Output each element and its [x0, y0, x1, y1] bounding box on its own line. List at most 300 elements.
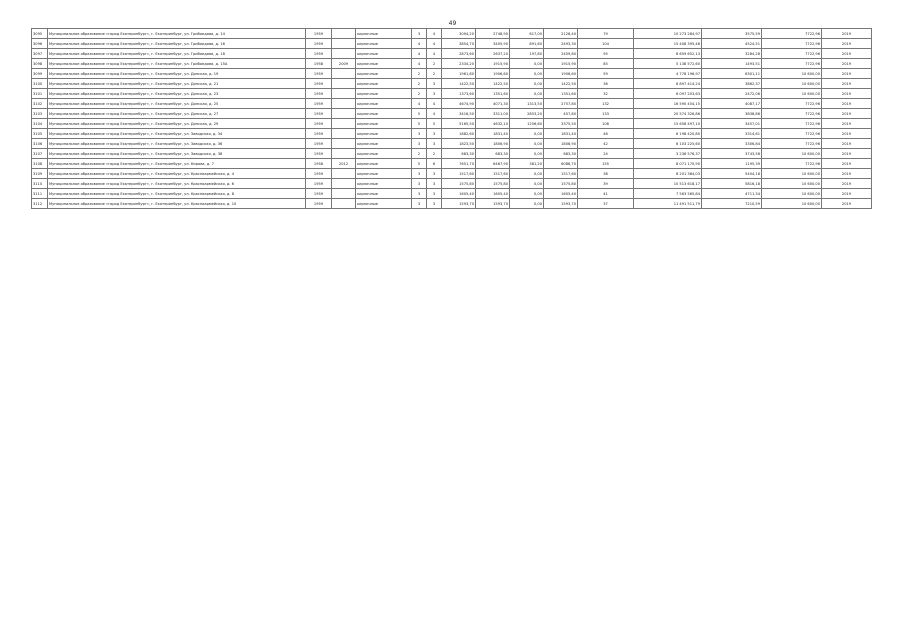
table-cell: Муниципальное образование «город Екатеринбург», г. Екатеринбург, ул. Грибоедова, д. 18 — [48, 49, 306, 59]
table-cell: 7722,96 — [762, 29, 822, 39]
table-cell: 2019 — [822, 119, 872, 129]
table-cell: 3 — [427, 79, 442, 89]
table-cell — [332, 179, 356, 189]
table-cell: 3 — [427, 129, 442, 139]
table-cell: 2 — [412, 149, 427, 159]
table-cell: 0,00 — [510, 199, 544, 209]
table-cell: 1961,80 — [442, 69, 476, 79]
table-cell: 2019 — [822, 79, 872, 89]
table-cell: 15 408 395,46 — [634, 39, 702, 49]
table-cell: 3457,01 — [702, 119, 762, 129]
table-cell: Муниципальное образование «город Екатеринбург», г. Екатеринбург, ул. Донская, д. 23 — [48, 89, 306, 99]
table-cell: 2873,60 — [442, 49, 476, 59]
table-cell: 1958 — [306, 159, 332, 169]
table-cell: 1593,70 — [544, 199, 578, 209]
table-cell: 37 — [578, 199, 634, 209]
table-cell: кирпичные — [356, 99, 412, 109]
table-cell: 5 — [427, 119, 442, 129]
table-cell: 3 — [427, 179, 442, 189]
table-cell: кирпичные — [356, 129, 412, 139]
table-cell: Муниципальное образование «город Екатеринбург», г. Екатеринбург, ул. Красноармейская, д. 8 — [48, 189, 306, 199]
table-row — [32, 179, 872, 189]
table-cell: 2012 — [332, 159, 356, 169]
table-cell: 1959 — [306, 39, 332, 49]
table-cell: 1958 — [306, 59, 332, 69]
table-cell: 3109 — [32, 169, 48, 179]
table-cell: 1517,60 — [544, 169, 578, 179]
table-cell: 1575,80 — [476, 179, 510, 189]
table-cell: 5165,50 — [442, 119, 476, 129]
table-cell: 7210,59 — [702, 199, 762, 209]
table-cell: Муниципальное образование «город Екатеринбург», г. Екатеринбург, ул. Донская, д. 21 — [48, 79, 306, 89]
table-cell: 0,00 — [510, 69, 544, 79]
table-row — [32, 99, 872, 109]
table-cell: 1959 — [306, 139, 332, 149]
table-cell: 617,00 — [510, 29, 544, 39]
table-cell: Муниципальное образование «город Екатеринбург», г. Екатеринбург, ул. Заводская, д. 36 — [48, 139, 306, 149]
table-row — [32, 199, 872, 209]
table-cell: 4 778 196,97 — [634, 69, 702, 79]
table-cell: 3 — [427, 89, 442, 99]
table-cell: 3416,50 — [442, 109, 476, 119]
table-cell: 457,80 — [544, 109, 578, 119]
table-cell: 2853,20 — [510, 109, 544, 119]
table-cell: 1831,40 — [544, 129, 578, 139]
table-cell: 2493,30 — [544, 39, 578, 49]
table-cell: 1351,60 — [476, 89, 510, 99]
table-cell: 4 — [427, 49, 442, 59]
table-cell: 15 658 497,10 — [634, 119, 702, 129]
table-cell: 3 — [427, 189, 442, 199]
table-cell: 10 273 284,97 — [634, 29, 702, 39]
table-cell: 2019 — [822, 169, 872, 179]
table-cell: 3405,90 — [476, 39, 510, 49]
table-cell: 2019 — [822, 59, 872, 69]
table-row — [32, 59, 872, 69]
table-row — [32, 69, 872, 79]
table-cell: 4 — [427, 99, 442, 109]
table-cell: 1605,40 — [442, 189, 476, 199]
table-cell: 7722,96 — [762, 39, 822, 49]
table-cell: Муниципальное образование «город Екатеринбург», г. Екатеринбург, ул. Красноармейская, д. 6 — [48, 179, 306, 189]
table-cell: 2019 — [822, 189, 872, 199]
table-cell: Муниципальное образование «город Екатеринбург», г. Екатеринбург, ул. Красноармейская, д. 4 — [48, 169, 306, 179]
table-cell: 10 600,00 — [762, 199, 822, 209]
table-cell: 3107 — [32, 149, 48, 159]
table-cell — [332, 169, 356, 179]
table-cell: 3314,61 — [702, 129, 762, 139]
table-cell: 8 071 170,90 — [634, 159, 702, 169]
table-cell: 3 — [427, 199, 442, 209]
table-cell: 79 — [578, 29, 634, 39]
table-cell: 1313,50 — [510, 99, 544, 109]
table-cell: 2019 — [822, 69, 872, 79]
table-cell: 5 — [412, 119, 427, 129]
table-cell: 1906,60 — [544, 69, 578, 79]
table-cell: 2 — [427, 59, 442, 69]
table-cell: 3311,00 — [476, 109, 510, 119]
table-cell: кирпичные — [356, 179, 412, 189]
table-cell: Муниципальное образование «город Екатеринбург», г. Екатеринбург, ул. Донская, д. 25 — [48, 99, 306, 109]
table-cell: кирпичные — [356, 69, 412, 79]
table-row — [32, 129, 872, 139]
table-cell — [332, 39, 356, 49]
table-cell — [332, 109, 356, 119]
table-cell: Муниципальное образование «город Екатеринбург», г. Екатеринбург, ул. Грибоедова, д. 16 — [48, 39, 306, 49]
table-cell: 3112 — [32, 199, 48, 209]
table-cell: 0,00 — [510, 149, 544, 159]
table-cell: 1831,40 — [476, 129, 510, 139]
table-cell: кирпичные — [356, 199, 412, 209]
table-cell: 8 201 384,03 — [634, 169, 702, 179]
table-cell: 10 600,00 — [762, 89, 822, 99]
table-cell: кирпичные — [356, 189, 412, 199]
table-cell: 4 — [412, 99, 427, 109]
table-cell: 1959 — [306, 119, 332, 129]
table-cell: 2757,80 — [544, 99, 578, 109]
table-cell: 3103 — [32, 109, 48, 119]
table-cell: 4087,17 — [702, 99, 762, 109]
table-cell: 7722,96 — [762, 159, 822, 169]
table-cell: 1593,70 — [442, 199, 476, 209]
table-cell: 3100 — [32, 79, 48, 89]
table-cell: 2019 — [822, 109, 872, 119]
table-cell: Муниципальное образование «город Екатеринбург», г. Екатеринбург, ул. Донская, д. 29 — [48, 119, 306, 129]
table-cell: 7 563 565,84 — [634, 189, 702, 199]
table-cell: 1959 — [306, 149, 332, 159]
table-cell: 6 097 203,63 — [634, 89, 702, 99]
table-cell: Муниципальное образование «город Екатеринбург», г. Екатеринбург, ул. Кирова, д. 7 — [48, 159, 306, 169]
table-cell: 1373,60 — [442, 89, 476, 99]
table-cell: кирпичные — [356, 89, 412, 99]
table-cell: 1959 — [306, 129, 332, 139]
table-cell: 2 — [412, 89, 427, 99]
table-cell: 10 600,00 — [762, 79, 822, 89]
table-cell: 0,00 — [510, 59, 544, 69]
table-cell: 3111 — [32, 189, 48, 199]
table-cell: 3110 — [32, 179, 48, 189]
table-cell: кирпичные — [356, 159, 412, 169]
table-cell: 2019 — [822, 179, 872, 189]
table-row — [32, 79, 872, 89]
table-cell: Муниципальное образование «город Екатеринбург», г. Екатеринбург, ул. Грибоедова, д. 14 — [48, 29, 306, 39]
table-cell — [332, 189, 356, 199]
table-cell: 2019 — [822, 39, 872, 49]
table-cell: кирпичные — [356, 39, 412, 49]
table-cell: 6 103 225,60 — [634, 139, 702, 149]
table-cell: 6 897 414,24 — [634, 79, 702, 89]
table-cell: 2019 — [822, 29, 872, 39]
table-cell — [332, 139, 356, 149]
table-cell: 4 — [412, 39, 427, 49]
table-cell: 38 — [578, 169, 634, 179]
table-cell: 1959 — [306, 49, 332, 59]
table-cell: 2019 — [822, 199, 872, 209]
table-row — [32, 39, 872, 49]
table-cell: Муниципальное образование «город Екатеринбург», г. Екатеринбург, ул. Донская, д. 27 — [48, 109, 306, 119]
table-cell: кирпичные — [356, 49, 412, 59]
table-cell: 683,30 — [442, 149, 476, 159]
table-cell: 3 — [412, 189, 427, 199]
table-cell: 0,00 — [510, 179, 544, 189]
table-cell: 3854,70 — [442, 39, 476, 49]
table-cell: 4 — [412, 59, 427, 69]
table-cell: 95 — [578, 49, 634, 59]
table-cell: 1351,60 — [544, 89, 578, 99]
table-cell: 3101 — [32, 89, 48, 99]
table-cell: 0,00 — [510, 139, 544, 149]
table-cell: 197,80 — [510, 49, 544, 59]
table-cell: 5404,18 — [702, 169, 762, 179]
table-cell: 3098 — [32, 59, 48, 69]
table-cell: 5 — [412, 159, 427, 169]
table-cell: 10 600,00 — [762, 149, 822, 159]
table-cell: 4071,30 — [476, 99, 510, 109]
table-cell — [332, 49, 356, 59]
table-cell: 3284,28 — [702, 49, 762, 59]
table-cell: 2019 — [822, 129, 872, 139]
table-cell: 3 — [412, 139, 427, 149]
table-cell: 4 — [412, 49, 427, 59]
table-cell: 0,00 — [510, 169, 544, 179]
table-row — [32, 189, 872, 199]
table-cell: 2019 — [822, 89, 872, 99]
table-cell: 3 — [412, 199, 427, 209]
table-cell: 155 — [578, 159, 634, 169]
table-cell: 3575,59 — [702, 29, 762, 39]
table-cell: 1959 — [306, 29, 332, 39]
table-cell: 4711,34 — [702, 189, 762, 199]
table-cell: 20 574 326,86 — [634, 109, 702, 119]
table-cell: 1256,60 — [510, 119, 544, 129]
table-cell: 1575,80 — [544, 179, 578, 189]
table-cell: 3096 — [32, 39, 48, 49]
table-cell: 59 — [578, 69, 634, 79]
table-cell: 381,20 — [510, 159, 544, 169]
table-cell: 2 — [412, 79, 427, 89]
table-cell: 4674,90 — [442, 99, 476, 109]
table-cell: 2459,80 — [544, 49, 578, 59]
table-cell: 8 659 652,13 — [634, 49, 702, 59]
table-cell: 3102 — [32, 99, 48, 109]
table-cell: 1575,80 — [442, 179, 476, 189]
table-cell: 2 — [427, 69, 442, 79]
table-cell: 7722,96 — [762, 59, 822, 69]
table-cell: 3104 — [32, 119, 48, 129]
table-cell: 7722,96 — [762, 139, 822, 149]
table-cell: 3 236 576,37 — [634, 149, 702, 159]
table-cell: 1959 — [306, 169, 332, 179]
table-cell: 1959 — [306, 69, 332, 79]
table-cell: 1959 — [306, 79, 332, 89]
table-cell: 108 — [578, 119, 634, 129]
table-cell: 1959 — [306, 179, 332, 189]
table-cell: 1517,60 — [476, 169, 510, 179]
table-cell: 1605,40 — [476, 189, 510, 199]
table-row — [32, 159, 872, 169]
table-cell: 1959 — [306, 99, 332, 109]
table-row — [32, 119, 872, 129]
table-cell: 3862,37 — [702, 79, 762, 89]
table-cell: 10 600,00 — [762, 179, 822, 189]
table-cell: 683,30 — [476, 149, 510, 159]
table-row — [32, 89, 872, 99]
table-cell: 104 — [578, 39, 634, 49]
table-cell: 2334,20 — [442, 59, 476, 69]
table-cell: 1915,90 — [476, 59, 510, 69]
table-cell: 1823,50 — [442, 139, 476, 149]
table-cell: 3 — [427, 169, 442, 179]
table-cell: 3 — [412, 179, 427, 189]
table-cell: 1517,60 — [442, 169, 476, 179]
table-row — [32, 49, 872, 59]
table-cell: 1605,40 — [544, 189, 578, 199]
table-cell: 2 — [427, 149, 442, 159]
table-cell: Муниципальное образование «город Екатеринбург», г. Екатеринбург, ул. Красноармейская, д. 10 — [48, 199, 306, 209]
table-cell: 3375,50 — [544, 119, 578, 129]
table-cell — [332, 99, 356, 109]
table-cell: 3 — [412, 129, 427, 139]
table-cell: 6 — [427, 159, 442, 169]
table-cell: 132 — [578, 99, 634, 109]
table-cell: 1422,50 — [442, 79, 476, 89]
table-cell: Муниципальное образование «город Екатеринбург», г. Екатеринбург, ул. Заводская, д. 38 — [48, 149, 306, 159]
table-cell — [332, 129, 356, 139]
table-cell — [332, 149, 356, 159]
table-cell: 3306,84 — [702, 139, 762, 149]
table-cell: 0,00 — [510, 89, 544, 99]
table-cell: 2472,06 — [702, 89, 762, 99]
table-cell: 3 — [412, 29, 427, 39]
table-cell: 4 — [427, 39, 442, 49]
table-cell — [332, 69, 356, 79]
table-cell: 5 138 572,60 — [634, 59, 702, 69]
table-cell: 2126,40 — [544, 29, 578, 39]
table-cell: 1806,90 — [544, 139, 578, 149]
table-cell: 3108 — [32, 159, 48, 169]
table-cell: кирпичные — [356, 169, 412, 179]
table-cell: кирпичные — [356, 119, 412, 129]
table-cell: 683,30 — [544, 149, 578, 159]
table-cell: кирпичные — [356, 79, 412, 89]
table-cell: 42 — [578, 139, 634, 149]
table-cell: 10 600,00 — [762, 189, 822, 199]
table-cell: 1493,51 — [702, 59, 762, 69]
table-cell: кирпичные — [356, 109, 412, 119]
table-cell: 2019 — [822, 99, 872, 109]
table-cell: 4 — [427, 29, 442, 39]
table-cell: Муниципальное образование «город Екатеринбург», г. Екатеринбург, ул. Донская, д. 19 — [48, 69, 306, 79]
table-cell: 1915,90 — [544, 59, 578, 69]
table-cell: 1959 — [306, 89, 332, 99]
table-cell: 3099 — [32, 69, 48, 79]
table-cell: Муниципальное образование «город Екатеринбург», г. Екатеринбург, ул. Грибоедова, д. 15А — [48, 59, 306, 69]
table-cell: 1959 — [306, 109, 332, 119]
table-cell: 1906,60 — [476, 69, 510, 79]
table-cell: 1422,50 — [544, 79, 578, 89]
table-cell: 3743,58 — [702, 149, 762, 159]
table-cell — [332, 29, 356, 39]
table-cell: 85 — [578, 59, 634, 69]
table-cell: 1959 — [306, 189, 332, 199]
table-cell: 3094,20 — [442, 29, 476, 39]
table-cell: 4524,51 — [702, 39, 762, 49]
table-cell: 0,00 — [510, 189, 544, 199]
table-cell: 2009 — [332, 59, 356, 69]
table-cell: 133 — [578, 109, 634, 119]
table-cell: 3095 — [32, 29, 48, 39]
table-cell: 3097 — [32, 49, 48, 59]
table-cell: 4632,10 — [476, 119, 510, 129]
table-cell: 6301,11 — [702, 69, 762, 79]
table-cell: кирпичные — [356, 29, 412, 39]
table-cell: 7722,96 — [762, 49, 822, 59]
table-cell: 1593,70 — [476, 199, 510, 209]
table-cell: 2019 — [822, 149, 872, 159]
table-cell: 5 — [412, 109, 427, 119]
table-cell: 3105 — [32, 129, 48, 139]
table-cell: 2 — [412, 69, 427, 79]
table-cell: 7722,96 — [762, 109, 822, 119]
table-row — [32, 29, 872, 39]
table-cell: 3 — [427, 139, 442, 149]
table-cell: 2019 — [822, 159, 872, 169]
table-cell: 5816,18 — [702, 179, 762, 189]
table-cell: 891,60 — [510, 39, 544, 49]
table-cell: 2019 — [822, 49, 872, 59]
table-cell: 32 — [578, 89, 634, 99]
table-cell: 6086,70 — [544, 159, 578, 169]
table-cell — [332, 79, 356, 89]
table-cell: 7651,70 — [442, 159, 476, 169]
table-cell: 10 513 618,17 — [634, 179, 702, 189]
table-cell: 24 — [578, 149, 634, 159]
table-row — [32, 139, 872, 149]
table-cell: 10 600,00 — [762, 169, 822, 179]
housing-register-table — [31, 28, 872, 209]
table-cell: кирпичные — [356, 59, 412, 69]
table-cell: 46 — [578, 129, 634, 139]
table-cell: 3106 — [32, 139, 48, 149]
table-cell: кирпичные — [356, 149, 412, 159]
table-cell: 2019 — [822, 139, 872, 149]
table-cell: 4 — [427, 109, 442, 119]
table-cell: 1882,60 — [442, 129, 476, 139]
table-cell: 1195,39 — [702, 159, 762, 169]
table-cell: 39 — [578, 179, 634, 189]
table-cell: 0,00 — [510, 79, 544, 89]
table-row — [32, 149, 872, 159]
table-row — [32, 109, 872, 119]
table-cell: 3 — [412, 169, 427, 179]
table-cell: 16 590 454,15 — [634, 99, 702, 109]
table-cell: 6467,90 — [476, 159, 510, 169]
table-cell: 11 491 511,79 — [634, 199, 702, 209]
table-cell: 6 198 420,80 — [634, 129, 702, 139]
table-cell: 10 600,00 — [762, 69, 822, 79]
table-cell: 1959 — [306, 199, 332, 209]
table-cell: 7722,96 — [762, 99, 822, 109]
table-cell: 1422,50 — [476, 79, 510, 89]
table-cell: 36 — [578, 79, 634, 89]
table-cell: 2748,90 — [476, 29, 510, 39]
table-cell: 2637,20 — [476, 49, 510, 59]
table-cell — [332, 89, 356, 99]
table-cell — [332, 119, 356, 129]
page-number: 49 — [448, 20, 457, 27]
table-cell: 41 — [578, 189, 634, 199]
table-cell: 0,00 — [510, 129, 544, 139]
